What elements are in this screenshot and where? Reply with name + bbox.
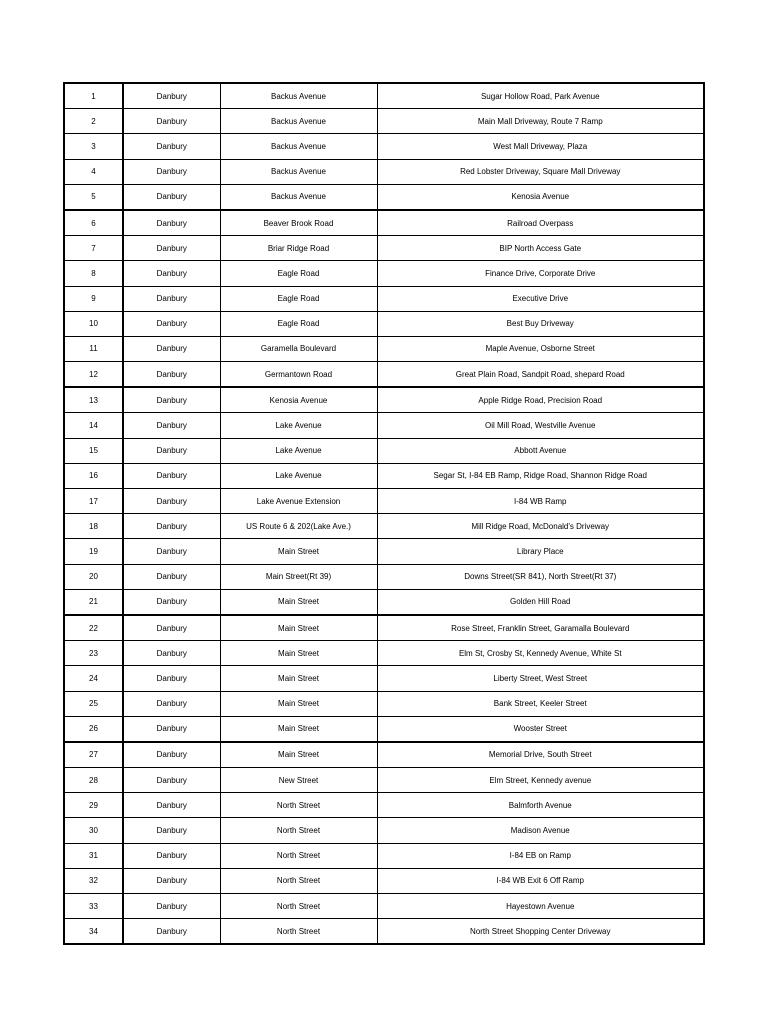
road-cell: Lake Avenue bbox=[220, 463, 377, 488]
road-cell: North Street bbox=[220, 818, 377, 843]
cross-street-cell: Segar St, I-84 EB Ramp, Ridge Road, Shannon Ridge Road bbox=[377, 463, 704, 488]
row-number-cell: 19 bbox=[64, 539, 123, 564]
row-number-cell: 12 bbox=[64, 362, 123, 388]
road-cell: Main Street bbox=[220, 716, 377, 742]
cross-street-cell: Oil Mill Road, Westville Avenue bbox=[377, 413, 704, 438]
cross-street-cell: Golden Hill Road bbox=[377, 589, 704, 615]
town-cell: Danbury bbox=[123, 768, 220, 793]
town-cell: Danbury bbox=[123, 134, 220, 159]
town-cell: Danbury bbox=[123, 184, 220, 210]
row-number-cell: 15 bbox=[64, 438, 123, 463]
row-number-cell: 10 bbox=[64, 311, 123, 336]
table-row bbox=[64, 336, 704, 361]
road-cell: Main Street bbox=[220, 641, 377, 666]
row-number-cell: 17 bbox=[64, 489, 123, 514]
row-number-cell: 30 bbox=[64, 818, 123, 843]
table-row bbox=[64, 387, 704, 413]
table-row bbox=[64, 83, 704, 109]
road-cell: Briar Ridge Road bbox=[220, 236, 377, 261]
town-cell: Danbury bbox=[123, 311, 220, 336]
table-row bbox=[64, 589, 704, 615]
table-row bbox=[64, 818, 704, 843]
row-number-cell: 27 bbox=[64, 742, 123, 768]
road-cell: Backus Avenue bbox=[220, 184, 377, 210]
town-cell: Danbury bbox=[123, 539, 220, 564]
table-row bbox=[64, 134, 704, 159]
row-number-cell: 3 bbox=[64, 134, 123, 159]
table-row bbox=[64, 362, 704, 388]
table-row bbox=[64, 463, 704, 488]
table-row bbox=[64, 768, 704, 793]
cross-street-cell: Mill Ridge Road, McDonald's Driveway bbox=[377, 514, 704, 539]
row-number-cell: 25 bbox=[64, 691, 123, 716]
road-cell: North Street bbox=[220, 894, 377, 919]
table-row bbox=[64, 919, 704, 945]
row-number-cell: 14 bbox=[64, 413, 123, 438]
table-row bbox=[64, 691, 704, 716]
road-cell: Main Street bbox=[220, 589, 377, 615]
town-cell: Danbury bbox=[123, 210, 220, 236]
town-cell: Danbury bbox=[123, 489, 220, 514]
row-number-cell: 32 bbox=[64, 868, 123, 893]
town-cell: Danbury bbox=[123, 691, 220, 716]
road-cell: Main Street bbox=[220, 539, 377, 564]
table-row bbox=[64, 615, 704, 641]
cross-street-cell: Great Plain Road, Sandpit Road, shepard Road bbox=[377, 362, 704, 388]
road-cell: North Street bbox=[220, 793, 377, 818]
intersection-table bbox=[63, 82, 705, 945]
row-number-cell: 11 bbox=[64, 336, 123, 361]
town-cell: Danbury bbox=[123, 387, 220, 413]
road-cell: US Route 6 & 202(Lake Ave.) bbox=[220, 514, 377, 539]
cross-street-cell: Red Lobster Driveway, Square Mall Driveway bbox=[377, 159, 704, 184]
cross-street-cell: Rose Street, Franklin Street, Garamalla Boulevard bbox=[377, 615, 704, 641]
table-row bbox=[64, 438, 704, 463]
road-cell: Main Street bbox=[220, 691, 377, 716]
town-cell: Danbury bbox=[123, 109, 220, 134]
cross-street-cell: Kenosia Avenue bbox=[377, 184, 704, 210]
cross-street-cell: Finance Drive, Corporate Drive bbox=[377, 261, 704, 286]
table-row bbox=[64, 793, 704, 818]
table-row bbox=[64, 666, 704, 691]
cross-street-cell: Balmforth Avenue bbox=[377, 793, 704, 818]
row-number-cell: 21 bbox=[64, 589, 123, 615]
cross-street-cell: Railroad Overpass bbox=[377, 210, 704, 236]
cross-street-cell: Elm St, Crosby St, Kennedy Avenue, White St bbox=[377, 641, 704, 666]
row-number-cell: 22 bbox=[64, 615, 123, 641]
cross-street-cell: I-84 EB on Ramp bbox=[377, 843, 704, 868]
table-row bbox=[64, 514, 704, 539]
row-number-cell: 13 bbox=[64, 387, 123, 413]
town-cell: Danbury bbox=[123, 742, 220, 768]
row-number-cell: 20 bbox=[64, 564, 123, 589]
cross-street-cell: Bank Street, Keeler Street bbox=[377, 691, 704, 716]
table-row bbox=[64, 843, 704, 868]
road-cell: North Street bbox=[220, 843, 377, 868]
town-cell: Danbury bbox=[123, 868, 220, 893]
road-cell: Lake Avenue Extension bbox=[220, 489, 377, 514]
town-cell: Danbury bbox=[123, 362, 220, 388]
table-row bbox=[64, 641, 704, 666]
road-cell: Main Street bbox=[220, 742, 377, 768]
cross-street-cell: Liberty Street, West Street bbox=[377, 666, 704, 691]
road-cell: Garamella Boulevard bbox=[220, 336, 377, 361]
cross-street-cell: Main Mall Driveway, Route 7 Ramp bbox=[377, 109, 704, 134]
row-number-cell: 24 bbox=[64, 666, 123, 691]
town-cell: Danbury bbox=[123, 83, 220, 109]
row-number-cell: 4 bbox=[64, 159, 123, 184]
intersection-table-sheet bbox=[63, 82, 703, 945]
town-cell: Danbury bbox=[123, 336, 220, 361]
town-cell: Danbury bbox=[123, 236, 220, 261]
town-cell: Danbury bbox=[123, 818, 220, 843]
road-cell: Backus Avenue bbox=[220, 134, 377, 159]
table-row bbox=[64, 236, 704, 261]
table-row bbox=[64, 539, 704, 564]
table-row bbox=[64, 109, 704, 134]
road-cell: North Street bbox=[220, 868, 377, 893]
row-number-cell: 2 bbox=[64, 109, 123, 134]
road-cell: Eagle Road bbox=[220, 261, 377, 286]
table-row bbox=[64, 489, 704, 514]
cross-street-cell: Hayestown Avenue bbox=[377, 894, 704, 919]
cross-street-cell: Best Buy Driveway bbox=[377, 311, 704, 336]
row-number-cell: 31 bbox=[64, 843, 123, 868]
town-cell: Danbury bbox=[123, 438, 220, 463]
table-row bbox=[64, 311, 704, 336]
row-number-cell: 6 bbox=[64, 210, 123, 236]
row-number-cell: 29 bbox=[64, 793, 123, 818]
cross-street-cell: Downs Street(SR 841), North Street(Rt 37) bbox=[377, 564, 704, 589]
town-cell: Danbury bbox=[123, 793, 220, 818]
table-row bbox=[64, 742, 704, 768]
road-cell: Kenosia Avenue bbox=[220, 387, 377, 413]
town-cell: Danbury bbox=[123, 716, 220, 742]
intersection-table-body bbox=[64, 83, 704, 944]
town-cell: Danbury bbox=[123, 615, 220, 641]
town-cell: Danbury bbox=[123, 589, 220, 615]
town-cell: Danbury bbox=[123, 159, 220, 184]
town-cell: Danbury bbox=[123, 641, 220, 666]
table-row bbox=[64, 159, 704, 184]
town-cell: Danbury bbox=[123, 413, 220, 438]
road-cell: North Street bbox=[220, 919, 377, 945]
cross-street-cell: BIP North Access Gate bbox=[377, 236, 704, 261]
row-number-cell: 16 bbox=[64, 463, 123, 488]
table-row bbox=[64, 286, 704, 311]
cross-street-cell: I-84 WB Ramp bbox=[377, 489, 704, 514]
town-cell: Danbury bbox=[123, 843, 220, 868]
road-cell: Germantown Road bbox=[220, 362, 377, 388]
row-number-cell: 34 bbox=[64, 919, 123, 945]
row-number-cell: 8 bbox=[64, 261, 123, 286]
table-row bbox=[64, 868, 704, 893]
table-row bbox=[64, 261, 704, 286]
road-cell: Eagle Road bbox=[220, 286, 377, 311]
row-number-cell: 23 bbox=[64, 641, 123, 666]
cross-street-cell: Apple Ridge Road, Precision Road bbox=[377, 387, 704, 413]
cross-street-cell: Abbott Avenue bbox=[377, 438, 704, 463]
road-cell: Lake Avenue bbox=[220, 438, 377, 463]
road-cell: Backus Avenue bbox=[220, 109, 377, 134]
cross-street-cell: North Street Shopping Center Driveway bbox=[377, 919, 704, 945]
road-cell: New Street bbox=[220, 768, 377, 793]
town-cell: Danbury bbox=[123, 894, 220, 919]
table-row bbox=[64, 210, 704, 236]
row-number-cell: 33 bbox=[64, 894, 123, 919]
town-cell: Danbury bbox=[123, 286, 220, 311]
town-cell: Danbury bbox=[123, 463, 220, 488]
town-cell: Danbury bbox=[123, 261, 220, 286]
row-number-cell: 26 bbox=[64, 716, 123, 742]
table-row bbox=[64, 894, 704, 919]
table-row bbox=[64, 564, 704, 589]
cross-street-cell: Memorial Drive, South Street bbox=[377, 742, 704, 768]
table-row bbox=[64, 184, 704, 210]
table-row bbox=[64, 716, 704, 742]
cross-street-cell: Maple Avenue, Osborne Street bbox=[377, 336, 704, 361]
road-cell: Eagle Road bbox=[220, 311, 377, 336]
cross-street-cell: Library Place bbox=[377, 539, 704, 564]
town-cell: Danbury bbox=[123, 666, 220, 691]
row-number-cell: 28 bbox=[64, 768, 123, 793]
town-cell: Danbury bbox=[123, 564, 220, 589]
road-cell: Main Street bbox=[220, 615, 377, 641]
cross-street-cell: I-84 WB Exit 6 Off Ramp bbox=[377, 868, 704, 893]
town-cell: Danbury bbox=[123, 919, 220, 945]
road-cell: Beaver Brook Road bbox=[220, 210, 377, 236]
row-number-cell: 5 bbox=[64, 184, 123, 210]
cross-street-cell: West Mall Driveway, Plaza bbox=[377, 134, 704, 159]
road-cell: Backus Avenue bbox=[220, 83, 377, 109]
town-cell: Danbury bbox=[123, 514, 220, 539]
road-cell: Backus Avenue bbox=[220, 159, 377, 184]
table-row bbox=[64, 413, 704, 438]
cross-street-cell: Executive Drive bbox=[377, 286, 704, 311]
road-cell: Lake Avenue bbox=[220, 413, 377, 438]
row-number-cell: 9 bbox=[64, 286, 123, 311]
row-number-cell: 18 bbox=[64, 514, 123, 539]
road-cell: Main Street bbox=[220, 666, 377, 691]
cross-street-cell: Sugar Hollow Road, Park Avenue bbox=[377, 83, 704, 109]
cross-street-cell: Elm Street, Kennedy avenue bbox=[377, 768, 704, 793]
road-cell: Main Street(Rt 39) bbox=[220, 564, 377, 589]
cross-street-cell: Wooster Street bbox=[377, 716, 704, 742]
row-number-cell: 7 bbox=[64, 236, 123, 261]
row-number-cell: 1 bbox=[64, 83, 123, 109]
cross-street-cell: Madison Avenue bbox=[377, 818, 704, 843]
